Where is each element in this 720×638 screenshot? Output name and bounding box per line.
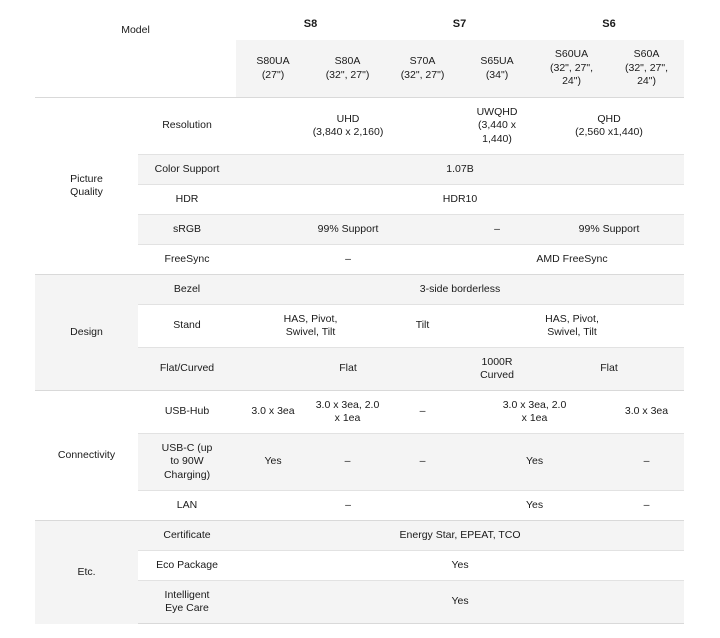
cell-qhd-title: QHD: [597, 112, 621, 125]
model-name: S70A: [409, 55, 436, 67]
row-label-bezel: Bezel: [138, 275, 236, 305]
row-bezel: [35, 275, 684, 305]
cell-stand-s6-text: HAS, Pivot, Swivel, Tilt: [545, 312, 599, 338]
cell-srgb-s6: 99% Support: [534, 215, 684, 245]
cell-srgb-s65ua: –: [460, 215, 534, 245]
model-s60a: [609, 40, 684, 98]
cell-curved-s65ua: [460, 348, 534, 391]
model-size: (32", 27"): [400, 68, 445, 81]
row-label-hdr: HDR: [138, 185, 236, 215]
row-label-eye-care: [138, 581, 236, 624]
cell-usb-c-s80a: –: [310, 434, 385, 491]
model-name: S65UA: [480, 55, 514, 67]
cell-usb-hub-s80ua: 3.0 x 3ea: [236, 391, 310, 434]
cell-usb-hub-s60a: 3.0 x 3ea: [609, 391, 684, 434]
cell-srgb-s8-s7: 99% Support: [236, 215, 460, 245]
cell-uhd-title: UHD: [336, 112, 360, 125]
row-label-stand: Stand: [138, 305, 236, 348]
row-label-usb-c: [138, 434, 236, 491]
cell-flat-left: Flat: [236, 348, 460, 391]
cell-color-support: 1.07B: [236, 155, 684, 185]
cell-certificate: Energy Star, EPEAT, TCO: [236, 521, 684, 551]
cell-uhd: [236, 98, 460, 155]
cell-freesync-right: AMD FreeSync: [536, 252, 608, 265]
category-connectivity: Connectivity: [35, 391, 138, 521]
model-size: (32", 27", 24"): [549, 61, 594, 88]
row-label-color-support: Color Support: [138, 155, 236, 185]
cell-qhd-detail: (2,560 x1,440): [575, 126, 643, 138]
cell-uwqhd: [460, 98, 534, 155]
cell-usb-hub-mid: [460, 391, 609, 434]
cell-freesync-left: –: [345, 252, 351, 265]
row-label-eye-care-text: Intelligent Eye Care: [164, 588, 210, 614]
row-label-freesync: FreeSync: [164, 252, 210, 265]
model-s60ua: [534, 40, 609, 98]
cell-usb-hub-mid-text: 3.0 x 3ea, 2.0 x 1ea: [502, 398, 567, 424]
model-s70a: [385, 40, 460, 98]
series-s6: S6: [602, 18, 616, 31]
category-etc: Etc.: [35, 521, 138, 624]
model-name: S60UA: [554, 48, 589, 61]
cell-usb-hub-s70a: –: [385, 391, 460, 434]
row-label-srgb: sRGB: [138, 215, 236, 245]
cell-lan-mid: Yes: [525, 498, 544, 511]
model-s65ua: [460, 40, 534, 98]
model-size: (32", 27", 24"): [624, 61, 669, 88]
category-picture-quality: [35, 98, 138, 275]
cell-stand-s8: [236, 305, 385, 348]
cell-eco-package: Yes: [236, 551, 684, 581]
row-label-usb-hub: USB-Hub: [138, 391, 236, 434]
cell-usb-c-mid: Yes: [460, 434, 609, 491]
cell-usb-c-s70a: –: [385, 434, 460, 491]
series-s8: S8: [303, 18, 318, 31]
cell-usb-hub-s80a-text: 3.0 x 3ea, 2.0 x 1ea: [315, 398, 380, 424]
cell-uwqhd-title: UWQHD: [476, 105, 518, 118]
cell-eye-care: Yes: [236, 581, 684, 624]
cell-usb-c-s60a: –: [609, 434, 684, 491]
cell-bezel: 3-side borderless: [236, 275, 684, 305]
cell-lan-s60a: –: [643, 498, 650, 511]
row-label-flat-curved: Flat/Curved: [138, 348, 236, 391]
model-s80ua: [236, 40, 310, 98]
cell-hdr: HDR10: [236, 185, 684, 215]
model-name: S80UA: [256, 55, 290, 67]
cell-stand-s8-text: HAS, Pivot, Swivel, Tilt: [283, 312, 338, 338]
row-label-resolution: Resolution: [138, 98, 236, 155]
cell-stand-s6: [460, 305, 684, 348]
model-size: (32", 27"): [325, 68, 370, 81]
cell-usb-hub-s80a: [310, 391, 385, 434]
category-design: Design: [35, 275, 138, 391]
model-label: Model: [121, 24, 150, 36]
row-label-lan: LAN: [176, 498, 198, 511]
row-certificate: [35, 521, 684, 551]
cell-qhd: [534, 98, 684, 155]
cell-stand-s70a: Tilt: [385, 305, 460, 348]
model-name: S80A: [334, 55, 361, 67]
row-label-usb-c-text: USB-C (up to 90W Charging): [161, 441, 213, 481]
category-label: Picture Quality: [70, 172, 103, 198]
cell-uhd-detail: (3,840 x 2,160): [312, 126, 384, 138]
row-label-eco-package: Eco Package: [138, 551, 236, 581]
row-usb-hub: [35, 391, 684, 434]
cell-uwqhd-detail: (3,440 x 1,440): [478, 119, 516, 145]
series-header-row: [35, 10, 684, 40]
series-s7: S7: [452, 18, 467, 31]
cell-lan-left: –: [345, 498, 351, 511]
cell-flat-right: Flat: [534, 348, 684, 391]
cell-curved-text: 1000R Curved: [480, 355, 514, 381]
row-resolution: [35, 98, 684, 155]
model-size: (34"): [485, 68, 509, 81]
row-label-certificate: Certificate: [138, 521, 236, 551]
model-size: (27"): [261, 68, 285, 81]
spec-comparison-table: [35, 10, 684, 624]
model-name: S60A: [633, 48, 660, 61]
model-s80a: [310, 40, 385, 98]
cell-usb-c-s80ua: Yes: [236, 434, 310, 491]
